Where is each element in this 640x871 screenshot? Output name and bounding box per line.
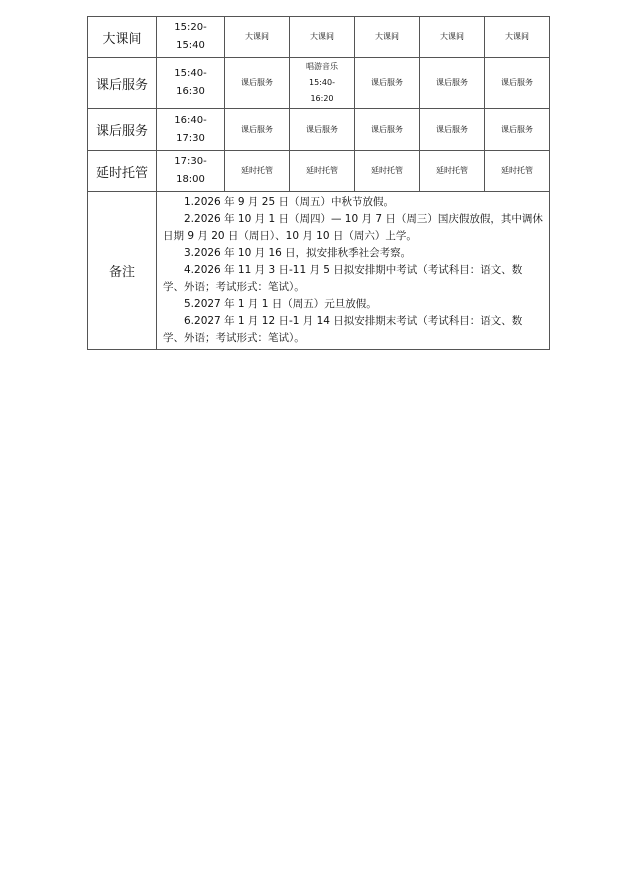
schedule-cell: 课后服务: [355, 109, 420, 151]
schedule-cell: 大课间: [420, 17, 485, 58]
schedule-cell: 唱游音乐 15:40- 16:20: [290, 58, 355, 109]
schedule-cell: 大课间: [290, 17, 355, 58]
period-label: 课后服务: [88, 58, 157, 109]
schedule-cell: 课后服务: [225, 109, 290, 151]
schedule-cell: 延时托管: [485, 151, 550, 192]
period-label: 延时托管: [88, 151, 157, 192]
remark-item: 6.2027 年 1 月 12 日-1 月 14 日拟安排期末考试（考试科目：语文、数学、外语；考试形式：笔试）。: [163, 315, 523, 344]
schedule-cell: 延时托管: [420, 151, 485, 192]
period-label: 课后服务: [88, 109, 157, 151]
period-time: 16:40- 17:30: [157, 109, 225, 151]
schedule-cell: 课后服务: [485, 109, 550, 151]
schedule-cell: 课后服务: [225, 58, 290, 109]
period-label: 大课间: [88, 17, 157, 58]
schedule-cell: 大课间: [225, 17, 290, 58]
period-time: 15:20- 15:40: [157, 17, 225, 58]
table-row: [88, 17, 550, 58]
remarks-row: [88, 192, 550, 350]
remarks-content: [157, 192, 550, 350]
schedule-cell: 延时托管: [290, 151, 355, 192]
schedule-cell: 课后服务: [485, 58, 550, 109]
table-row: [88, 58, 550, 109]
remark-item: 3.2026 年 10 月 16 日，拟安排秋季社会考察。: [184, 247, 412, 259]
period-time: 15:40- 16:30: [157, 58, 225, 109]
period-time: 17:30- 18:00: [157, 151, 225, 192]
schedule-cell: 大课间: [355, 17, 420, 58]
schedule-cell: 课后服务: [290, 109, 355, 151]
remark-item: 2.2026 年 10 月 1 日（周四）— 10 月 7 日（周三）国庆假放假，其中调休日期 9 月 20 日（周日）、10 月 10 日（周六）上学。: [163, 213, 543, 242]
remarks-label: 备注: [88, 192, 157, 350]
table-row: [88, 151, 550, 192]
schedule-cell: 延时托管: [225, 151, 290, 192]
remark-item: 5.2027 年 1 月 1 日（周五）元旦放假。: [184, 298, 377, 310]
remark-item: 1.2026 年 9 月 25 日（周五）中秋节放假。: [184, 196, 394, 208]
schedule-cell: 大课间: [485, 17, 550, 58]
schedule-cell: 课后服务: [420, 58, 485, 109]
table-row: [88, 109, 550, 151]
schedule-cell: 延时托管: [355, 151, 420, 192]
schedule-cell: 课后服务: [355, 58, 420, 109]
schedule-cell: 课后服务: [420, 109, 485, 151]
schedule-table: [87, 16, 550, 350]
remark-item: 4.2026 年 11 月 3 日-11 月 5 日拟安排期中考试（考试科目：语文、数学、外语；考试形式：笔试）。: [163, 264, 523, 293]
